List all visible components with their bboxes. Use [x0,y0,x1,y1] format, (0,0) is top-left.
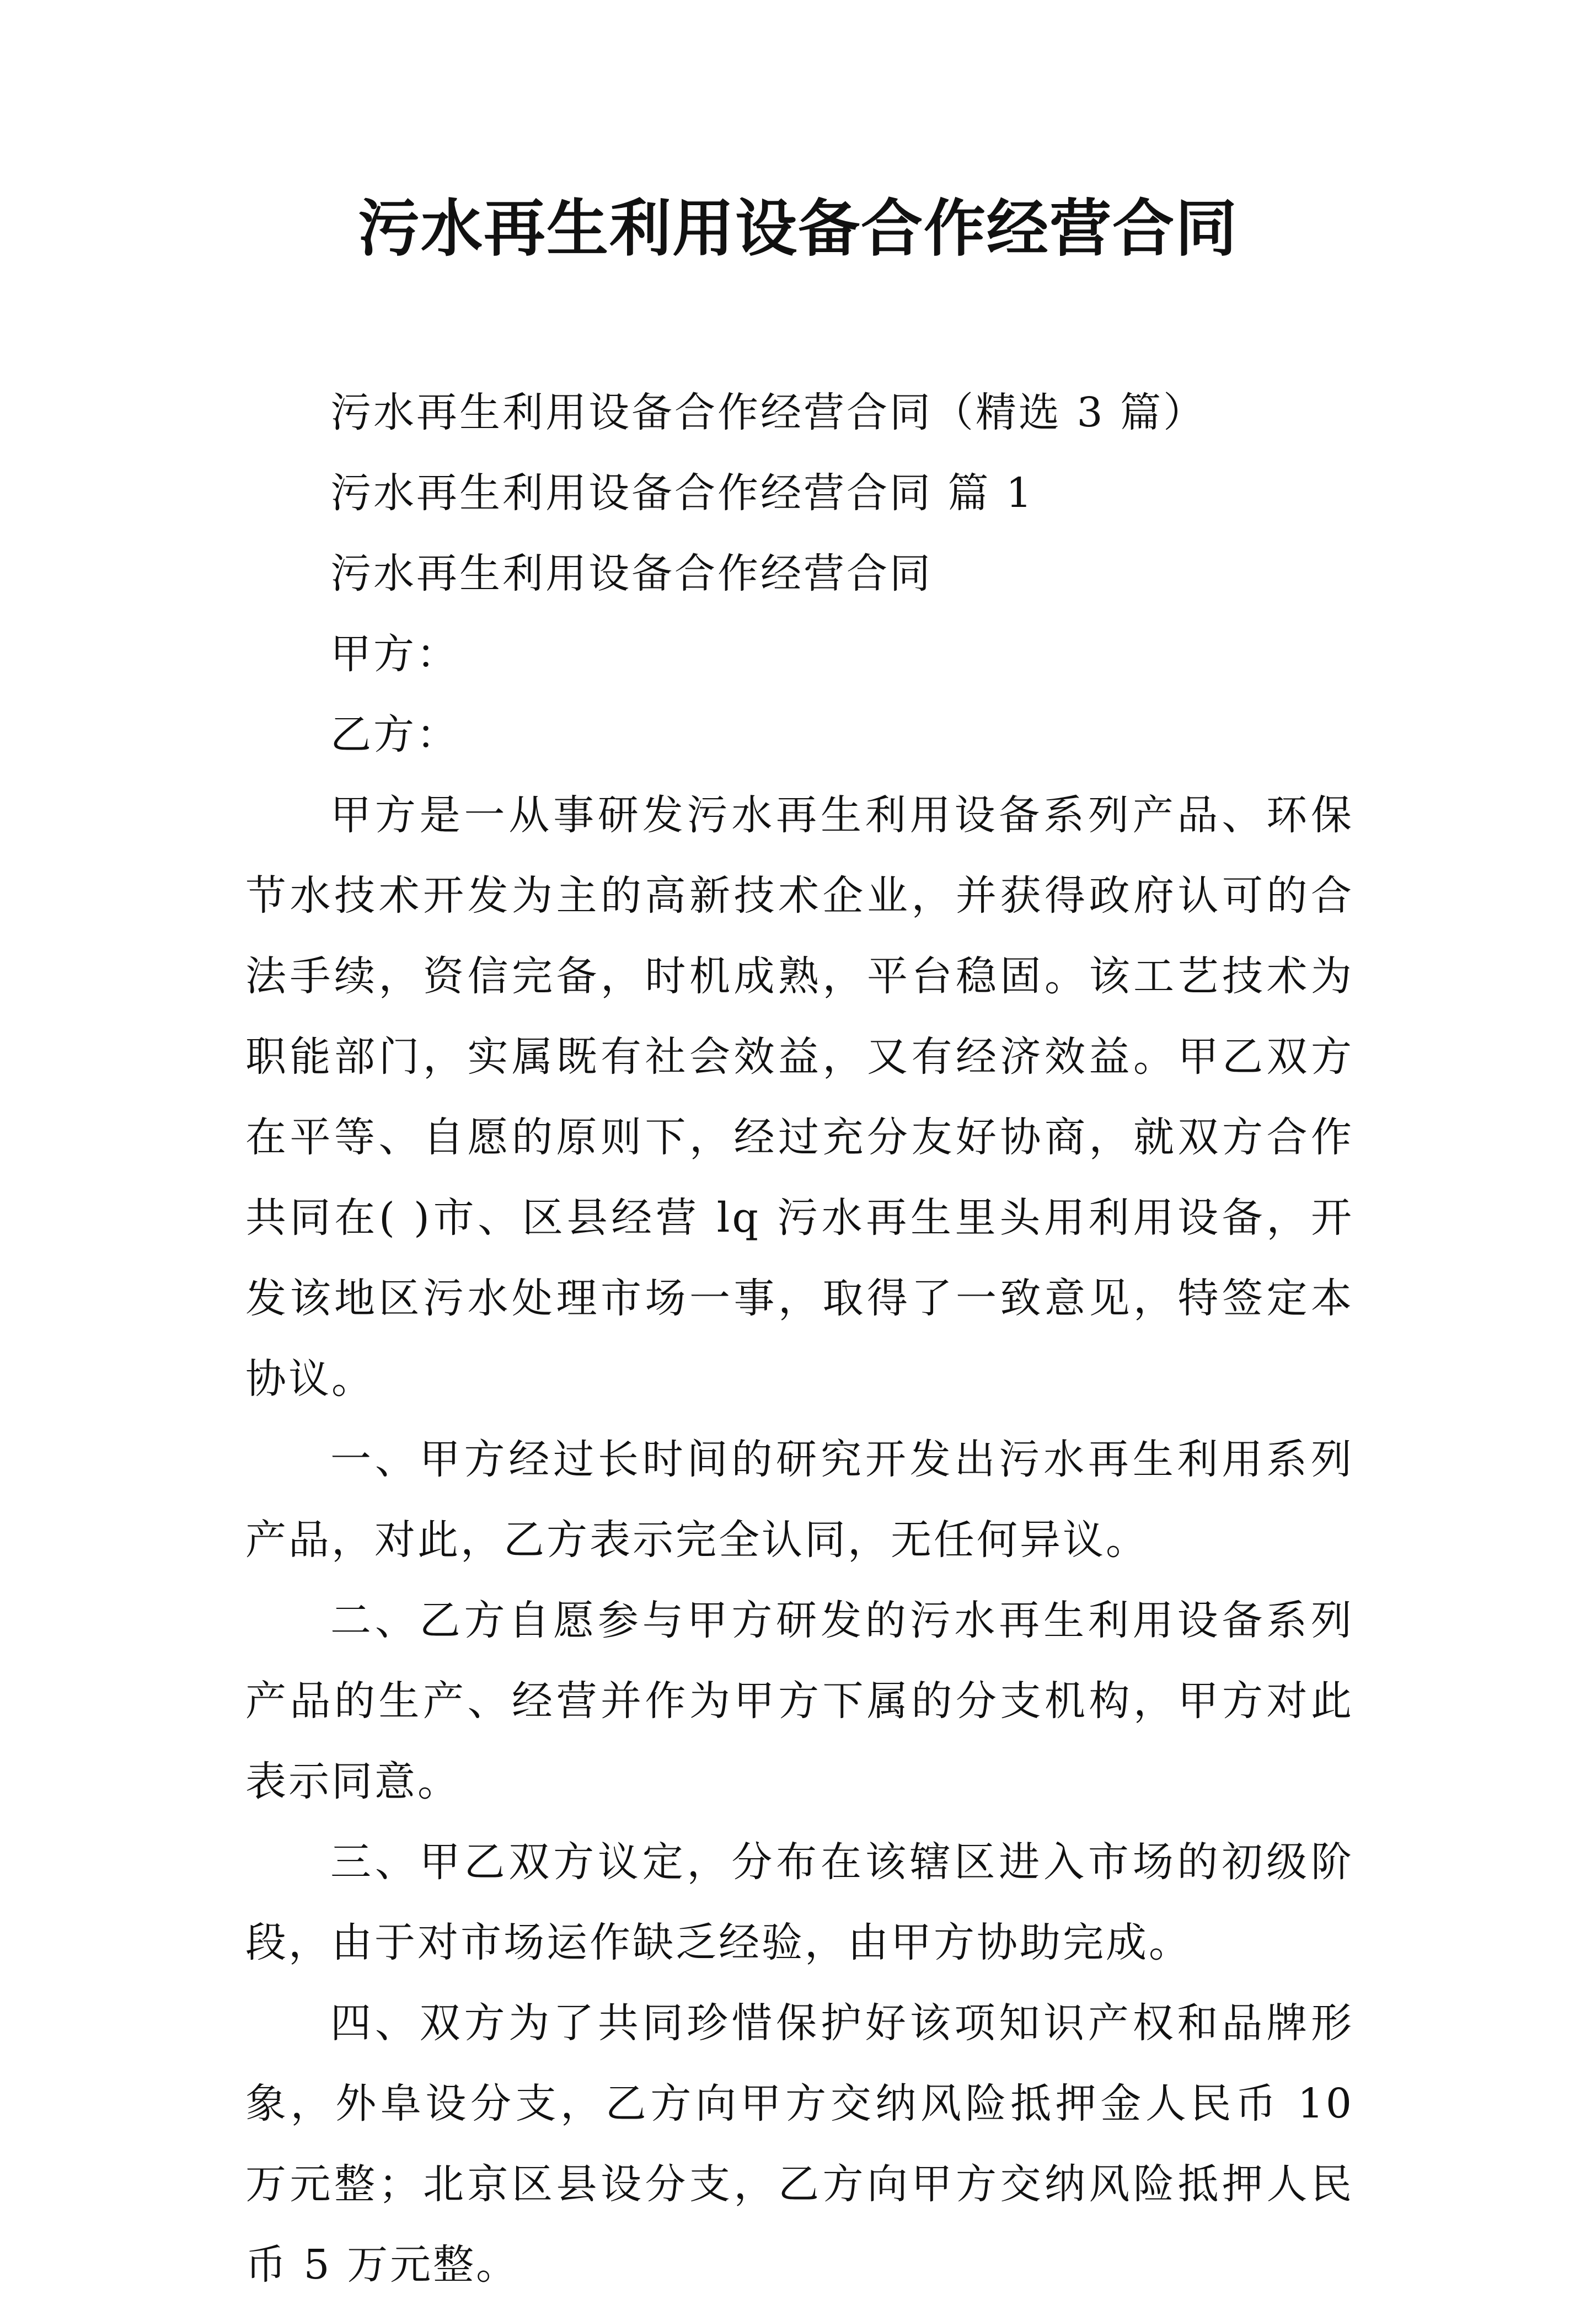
paragraph-clause-3: 三、甲乙双方议定，分布在该辖区进入市场的初级阶段，由于对市场运作缺乏经验，由甲方协助完成。 [245,1838,1354,1966]
paragraph-clause-2: 二、乙方自愿参与甲方研发的污水再生利用设备系列产品的生产、经营并作为甲方下属的分支机构，甲方对此表示同意。 [245,1597,1354,1805]
subtitle-line: 污水再生利用设备合作经营合同（精选 3 篇） [330,389,1207,436]
party-a-line: 甲方： [330,630,459,678]
contract-name-line: 污水再生利用设备合作经营合同 [330,550,933,597]
document-title: 污水再生利用设备合作经营合同 [358,192,1238,265]
paragraph-intro: 甲方是一从事研发污水再生利用设备系列产品、环保节水技术开发为主的高新技术企业，并获得政府认可的合法手续，资信完备，时机成熟，平台稳固。该工艺技术为职能部门，实属既有社会效益，又有经济效益。甲乙双方在平等、自愿的原则下，经过充分友好协商，就双方合作共同在( )市、区县经营 lq 污水再生里头用利用设备，开发该地区污水处理市场一事，取得了一致意见，特签定本协议。 [245,791,1354,1403]
party-b-line: 乙方： [330,711,459,758]
document-body [245,372,1354,2305]
paragraph-clause-1: 一、甲方经过长时间的研究开发出污水再生利用系列产品，对此，乙方表示完全认同，无任何异议。 [245,1436,1354,1564]
paragraph-clause-4: 四、双方为了共同珍惜保护好该项知识产权和品牌形象，外阜设分支，乙方向甲方交纳风险抵押金人民币 10 万元整；北京区县设分支，乙方向甲方交纳风险抵押人民币 5 万元整。 [245,1999,1354,2288]
section-heading: 污水再生利用设备合作经营合同 篇 1 [330,469,1035,517]
